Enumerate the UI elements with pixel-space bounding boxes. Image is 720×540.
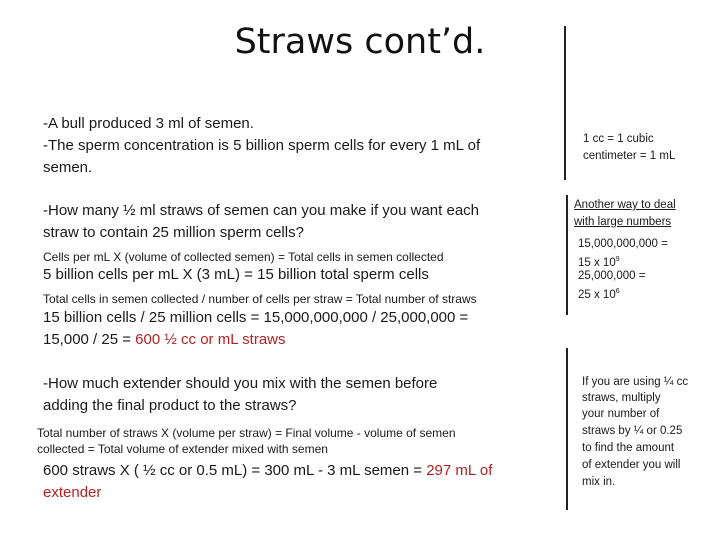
number-exponent: 6 [615, 288, 620, 295]
side-note: If you are using ¼ cc [582, 376, 689, 388]
question-line: straw to contain 25 million sperm cells? [43, 224, 304, 241]
side-note: to find the amount [582, 442, 675, 454]
question-line: adding the final product to the straws? [43, 397, 297, 414]
answer-text: 297 mL of [426, 462, 493, 479]
number-base: 15 x 10 [578, 256, 616, 269]
calculation-line [43, 460, 492, 481]
number-exponent: 9 [615, 256, 620, 263]
formula-line: Cells per mL X (volume of collected semen) = Total cells in semen collected [43, 250, 444, 264]
divider-line [566, 195, 568, 315]
answer-text: 600 ½ cc or mL straws [135, 331, 286, 348]
question-line: -How many ½ ml straws of semen can you make if you want each [43, 202, 480, 219]
intro-line: semen. [43, 159, 93, 176]
side-note: your number of [582, 408, 660, 420]
calculation-line: 15 billion cells / 25 million cells = 15,000,000,000 / 25,000,000 = [43, 309, 469, 326]
calculation-line [43, 329, 286, 350]
formula-line: Total number of straws X (volume per straw) = Final volume - volume of semen [37, 426, 456, 440]
side-note: of extender you will [582, 459, 681, 471]
formula-line: collected = Total volume of extender mixed with semen [37, 442, 328, 456]
side-note: straws by ¼ or 0.25 [582, 425, 683, 437]
divider-line [564, 26, 566, 180]
answer-text: extender [43, 484, 102, 501]
side-number [578, 284, 620, 303]
side-note: centimeter = 1 mL [583, 150, 676, 162]
page-title: Straws cont’d. [234, 22, 486, 62]
question-line: -How much extender should you mix with the semen before [43, 375, 438, 392]
side-note: 1 cc = 1 cubic [583, 133, 654, 145]
side-number: 15,000,000,000 = [578, 238, 668, 250]
side-number: 25,000,000 = [578, 270, 646, 282]
side-heading: Another way to deal [574, 199, 676, 211]
intro-line: -A bull produced 3 ml of semen. [43, 115, 254, 132]
side-note: straws, multiply [582, 392, 661, 404]
calc-text: 600 straws X ( ½ cc or 0.5 mL) = 300 mL - 3 mL semen = [43, 462, 427, 479]
calc-text: 15,000 / 25 = [43, 331, 136, 348]
side-heading: with large numbers [574, 216, 672, 228]
formula-line: Total cells in semen collected / number of cells per straw = Total number of straws [43, 292, 477, 306]
intro-line: -The sperm concentration is 5 billion sperm cells for every 1 mL of [43, 137, 481, 154]
divider-line [566, 348, 568, 510]
calculation-line: 5 billion cells per mL X (3 mL) = 15 billion total sperm cells [43, 266, 429, 283]
side-note: mix in. [582, 476, 616, 488]
number-base: 25 x 10 [578, 288, 616, 301]
